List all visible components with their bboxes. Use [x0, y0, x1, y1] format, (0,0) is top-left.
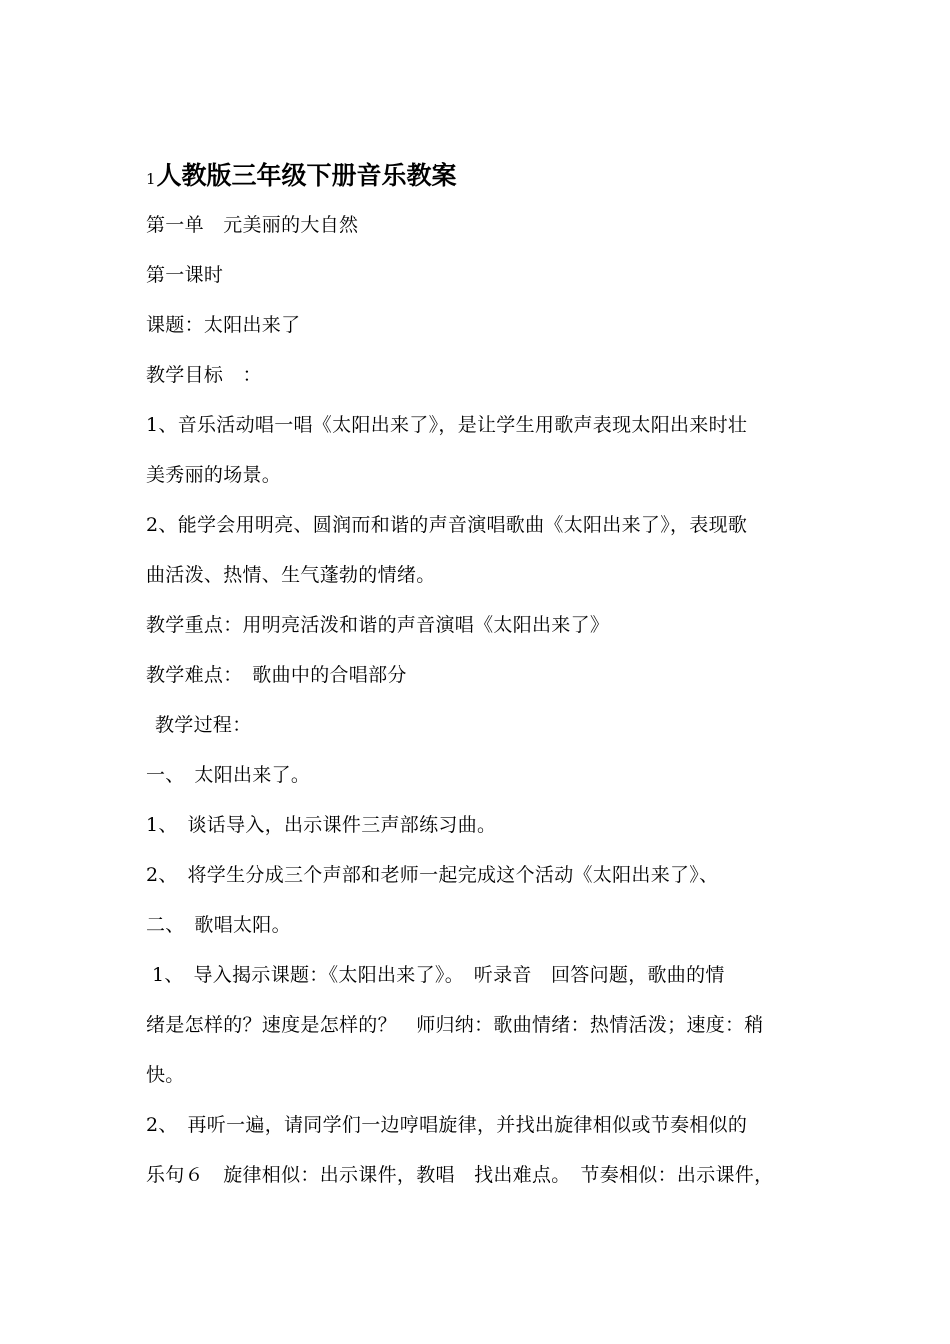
section-2-step-1-line-1: 1、 导入揭示课题：《太阳出来了》。 听录音 回答问题，歌曲的情 [152, 964, 725, 986]
title-number: 1 [146, 170, 156, 188]
section-1-step-1: 1、 谈话导入，出示课件三声部练习曲。 [146, 814, 497, 836]
section-1-heading: 一、 太阳出来了。 [146, 764, 311, 786]
goal-1-line-2: 美秀丽的场景。 [146, 464, 282, 486]
section-1-step-2: 2、 将学生分成三个声部和老师一起完成这个活动《太阳出来了》、 [146, 864, 719, 886]
goal-2-line-2: 曲活泼、热情、生气蓬勃的情绪。 [146, 564, 436, 586]
section-2-step-1-line-2: 绪是怎样的？速度是怎样的？ 师归纳：歌曲情绪：热情活泼；速度：稍 [146, 1014, 764, 1036]
title-text: 人教版三年级下册音乐教案 [156, 161, 457, 190]
teaching-process-heading: 教学过程： [155, 714, 252, 736]
lesson-topic: 课题：太阳出来了 [146, 314, 301, 336]
unit-heading: 第一单 元美丽的大自然 [146, 214, 359, 236]
section-2-step-1-line-3: 快。 [146, 1064, 185, 1086]
teaching-focus: 教学重点：用明亮活泼和谐的声音演唱《太阳出来了》 [146, 614, 610, 636]
section-2-heading: 二、 歌唱太阳。 [146, 914, 291, 936]
lesson-period: 第一课时 [146, 264, 224, 286]
teaching-difficulty: 教学难点： 歌曲中的合唱部分 [146, 664, 407, 686]
goal-1-line-1: 1、音乐活动唱一唱《太阳出来了》，是让学生用歌声表现太阳出来时壮 [146, 414, 748, 436]
section-2-step-2-line-1: 2、 再听一遍，请同学们一边哼唱旋律，并找出旋律相似或节奏相似的 [146, 1114, 748, 1136]
teaching-goals-heading: 教学目标 ： [146, 364, 262, 386]
goal-2-line-1: 2、能学会用明亮、圆润而和谐的声音演唱歌曲《太阳出来了》，表现歌 [146, 514, 748, 536]
section-2-step-2-line-2: 乐句６ 旋律相似：出示课件，教唱 找出难点。 节奏相似：出示课件， [146, 1164, 774, 1186]
document-title [146, 158, 826, 197]
